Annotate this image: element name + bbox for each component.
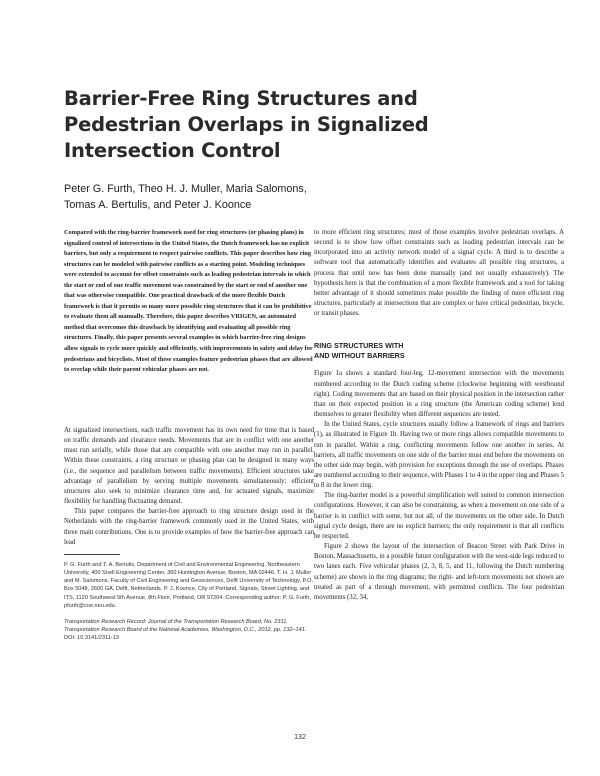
body-paragraph: Figure 1a shows a standard four-leg, 12-movement intersection with the movements numbered according to the Dutch coding scheme (clockwise beginning with westbound right). Coding movements that are based on their physical position in the intersection rather than on their expected position in a ring structure (the American coding scheme) lend themselves to greater flexibility when different sequences are tested. [314,370,564,419]
right-column [314,228,564,603]
body-paragraph: The ring-barrier model is a powerful simplification well suited to common intersection configurations. However, it can also be constraining, as when a movement on one side of a barrier is in conflict with some, but not all, of the movements on the other side. In Dutch signal cycle design, there are no explicit barriers; the only requirement is that all conflicts be respected. [314,492,564,540]
body-paragraph: This paper compares the barrier-free approach to ring structure design used in the Netherlands with the ring-barrier framework commonly used in the United States, with three main contributions. One is to provide examples of how the barrier-free approach can lead [64,508,314,546]
body-paragraph: At signalized intersections, each traffic movement has its own need for time that is based on traffic demands and clearance needs. Movements that are in conflict with one another must run serially, while those that are compatible with one another may run in parallel. Within these constraints, a ring structure or phasing plan can be designed in many ways (i.e., the sequence and parallelism between traffic movements). Efficient structures take advantage of parallelism by serving multiple movements simultaneously; efficient structures also seek to minimize clearance time and, for actuated signals, maximize flexibility for handling fluctuating demand. [64,427,314,506]
footnote-affiliation: P. G. Furth and T. A. Bertulis, Department of Civil and Environmental Engineering, Northeastern University, 400 Snell Engineering Center, 360 Huntington Avenue, Boston, MA 02446. T. H. J. Muller and M. Salomons, Faculty of Civil Engineering and Geosciences, Delft University of Technology, P.O. Box 5048, 2600 GA, Delft, Netherlands. P. J. Koonce, City of Portland, Signals, Street Lighting, and ITS, 1120 Southwest 5th Avenue, 8th Floor, Portland, OR 97204. Corresponding author: P. G. Furth, pfurth@coe.neu.edu. [64,561,314,609]
title-line: Pedestrian Overlaps in Signalized [64,113,429,136]
author-line: Tomas A. Bertulis, and Peter J. Koonce [64,199,252,211]
title-line: Barrier-Free Ring Structures and [64,87,418,110]
footnote-journal: Transportation Research Record: Journal of the Transportation Research Board, No. 2311, Transportation Research Board of the National Academies, Washington, D.C., 2012, pp. 132–141. [64,618,307,633]
footnote-rule [64,554,120,555]
section-heading-line: AND WITHOUT BARRIERS [314,351,405,361]
section-heading-line: RING STRUCTURES WITH [314,341,404,351]
author-line: Peter G. Furth, Theo H. J. Muller, Maria Salomons, [64,183,307,195]
left-column [64,228,314,642]
author-list [64,181,504,213]
section-heading [314,341,564,361]
body-paragraph: In the United States, cycle structures usually follow a framework of rings and barriers (1), as illustrated in Figure 1b. Having two or more rings allows compatible movements to run in parallel. Within a ring, conflicting movements follow one another in series. At barriers, all traffic movements on one side of the barrier must end before the movements on the other side may begin, with provision for exceptions through the use of overlaps. Phases are numbered according to their sequence, with Phases 1 to 4 in the upper ring and Phases 5 to 8 in the lower ring. [314,421,564,490]
footnote-doi: DOI: 10.3141/2311-13 [64,635,119,642]
page-number: 132 [294,734,306,741]
body-paragraph: to more efficient ring structures; most of those examples involve pedestrian overlaps. A second is to show how offset constraints such as leading pedestrian intervals can be incorporated into an activity network model of a signal cycle. A third is to describe a software tool that automatically identifies and evaluates all possible ring structures, a process that until now has been done manually (and not usually exhaustively). The hypothesis here is that the combination of a more flexible framework and a tool for taking better advantage of it should sometimes make possible the finding of more efficient ring structures, particularly at intersections that are complex or have critical pedestrian, bicycle, or transit phases. [314,229,564,318]
paper-title [64,86,504,164]
body-paragraph: Figure 2 shows the layout of the intersection of Beacon Street with Park Drive in Boston, Massachusetts, in a possible future configuration with the west-side legs reduced to two lanes each. Five vehicular phases (2, 3, 8, 5, and 11, following the Dutch numbering scheme) are shown in the ring diagrams; the right- and left-turn movements not shown are treated as part of a through movement, with permitted conflicts. The four pedestrian movements (32, 34, [314,543,564,601]
title-line: Intersection Control [64,139,281,162]
abstract: Compared with the ring-barrier framework used for ring structures (or phasing plans) in signalized control of intersections in the United States, the Dutch framework has no explicit barriers, but only a requirement to respect pairwise conflicts. This paper describes how ring structures can be modeled with pairwise conflicts as a starting point. Modeling techniques were extended to account for offset constraints such as leading pedestrian intervals in which the start or end of one traffic movement was constrained by the start or end of another one that was otherwise compatible. One practical drawback of the more flexible Dutch framework is that it permits so many more possible ring structures that it can be prohibitive to evaluate them all manually. Therefore, this paper describes VRIGEN, an automated method that overcomes this drawback by identifying and evaluating all possible ring structures. Finally, this paper presents several examples in which barrier-free ring designs allow signals to cycle more quickly and efficiently, with improvements in safety and delay for pedestrians and bicyclists. Most of these examples feature pedestrian phases that are allowed to overlap while their parent vehicular phases are not. [64,229,313,374]
